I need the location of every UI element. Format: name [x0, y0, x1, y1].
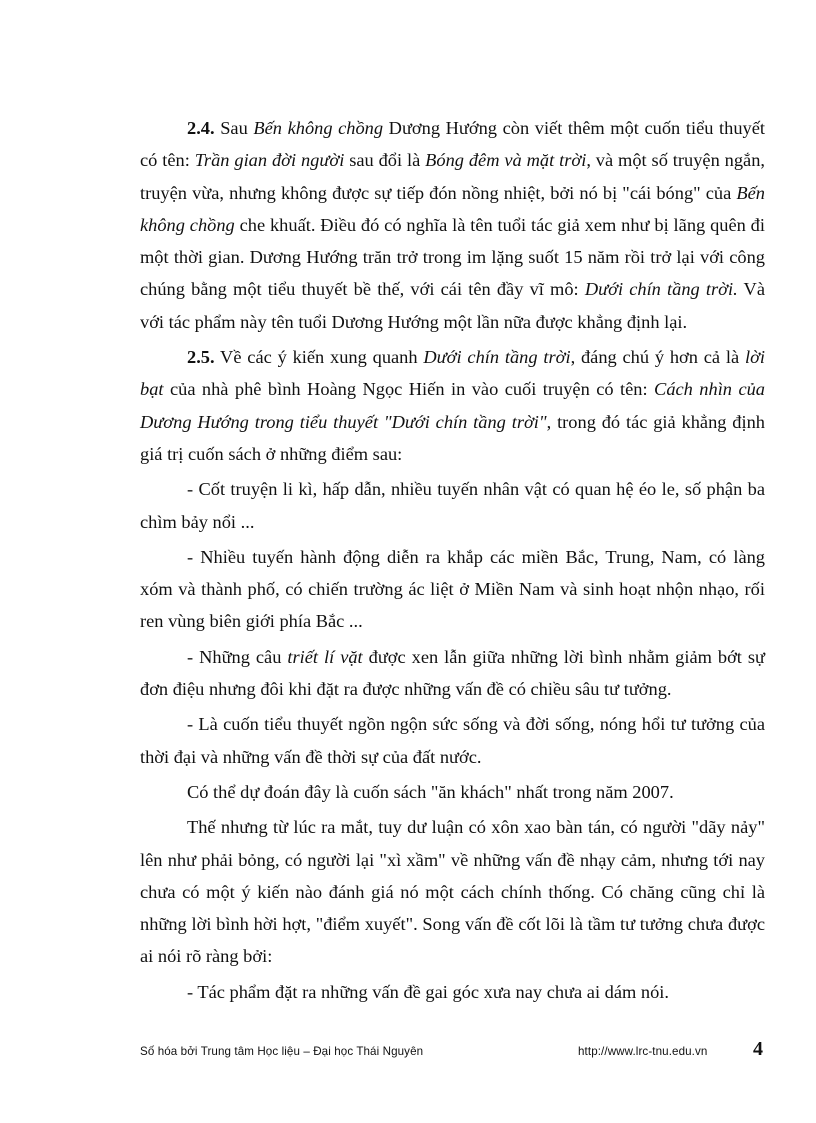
paragraph-p7: [140, 776, 765, 808]
section-number: 2.5.: [187, 347, 215, 368]
text-run: của nhà phê bình Hoàng Ngọc Hiến in vào cuối truyện có tên:: [163, 379, 655, 400]
italic-text: Bến không chồng: [140, 182, 765, 235]
paragraph-p4: [140, 541, 765, 638]
italic-text: lời bạt: [140, 347, 766, 400]
text-run: , đáng chú ý hơn cả là: [570, 347, 745, 368]
section-number: 2.4.: [187, 118, 215, 138]
text-run: Thế nhưng từ lúc ra mắt, tuy dư luận có xôn xao bàn tán, có người "dãy nảy" lên như phải bỏng, có người lại "xì xầm" về những vấn đề nhạy cảm, nhưng tới nay chưa có một ý kiến nào đánh giá nó một cách chính thống. Có chăng cũng chỉ là những lời bình hời hợt, "điểm xuyết". Song vấn đề cốt lõi là tầm tư tưởng chưa được ai nói rõ ràng bởi:: [140, 817, 765, 967]
text-run: , trong đó tác giả khẳng định giá trị cuốn sách ở những điểm sau:: [140, 411, 766, 464]
paragraph-p5: [140, 641, 765, 706]
text-run: sau đổi là: [344, 150, 426, 171]
body-text: [140, 112, 765, 1011]
page-footer: [140, 1038, 770, 1063]
text-run: - Là cuốn tiểu thuyết ngồn ngộn sức sống và đời sống, nóng hổi tư tưởng của thời đại và những vấn đề thời sự của đất nước.: [140, 714, 765, 767]
text-run: - Nhiều tuyến hành động diễn ra khắp các miền Bắc, Trung, Nam, có làng xóm và thành phố, có chiến trường ác liệt ở Miền Nam và sinh hoạt nhộn nhạo, rối ren vùng biên giới phía Bắc ...: [140, 546, 765, 632]
paragraph-p6: [140, 708, 765, 773]
text-run: , và một số truyện ngắn, truyện vừa, nhưng không được sự tiếp đón nồng nhiệt, bởi nó bị "cái bóng" của: [140, 150, 766, 203]
paragraph-p9: [140, 976, 765, 1008]
text-run: Về các ý kiến xung quanh: [214, 347, 424, 368]
footer-url[interactable]: http://www.lrc-tnu.edu.vn: [578, 1045, 708, 1058]
text-run: Và với tác phẩm này tên tuổi Dương Hướng một lần nữa được khẳng định lại.: [140, 279, 765, 332]
paragraph-p8: [140, 811, 765, 972]
italic-text: Trần gian đời người: [194, 150, 345, 171]
paragraph-p3: [140, 473, 765, 538]
text-run: che khuất. Điều đó có nghĩa là tên tuổi tác giả xem như bị lãng quên đi một thời gian. Dương Hướng trăn trở trong im lặng suốt 15 năm rồi trở lại với công chúng bằng một tiểu thuyết bề thế, với cái tên đầy vĩ mô:: [140, 214, 765, 300]
italic-text: triết lí vặt: [287, 646, 363, 667]
text-run: Dương Hướng còn viết thêm một cuốn tiểu thuyết có tên:: [140, 118, 765, 171]
italic-text: Bóng đêm và mặt trời: [425, 150, 587, 171]
text-run: Sau: [214, 118, 254, 138]
text-run: - Tác phẩm đặt ra những vấn đề gai góc xưa nay chưa ai dám nói.: [187, 981, 670, 1002]
italic-text: Bến không chồng: [253, 118, 384, 138]
footer-source: Số hóa bởi Trung tâm Học liệu – Đại học Thái Nguyên: [140, 1045, 424, 1058]
paragraph-p2: [140, 341, 765, 470]
text-run: - Những câu: [187, 646, 288, 667]
italic-text: Cách nhìn của Dương Hướng trong tiểu thuyết "Dưới chín tầng trời": [140, 379, 765, 432]
italic-text: Dưới chín tầng trời.: [584, 279, 738, 300]
italic-text: Dưới chín tầng trời: [423, 347, 571, 368]
text-run: Có thể dự đoán đây là cuốn sách "ăn khách" nhất trong năm 2007.: [187, 781, 674, 802]
text-run: - Cốt truyện li kì, hấp dẫn, nhiều tuyến nhân vật có quan hệ éo le, số phận ba chìm bảy nổi ...: [140, 479, 765, 532]
paragraph-p1: [140, 112, 765, 338]
page-number: 4: [753, 1038, 763, 1060]
text-run: được xen lẫn giữa những lời bình nhằm giảm bớt sự đơn điệu nhưng đôi khi đặt ra được những vấn đề có chiều sâu tư tưởng.: [140, 646, 765, 700]
